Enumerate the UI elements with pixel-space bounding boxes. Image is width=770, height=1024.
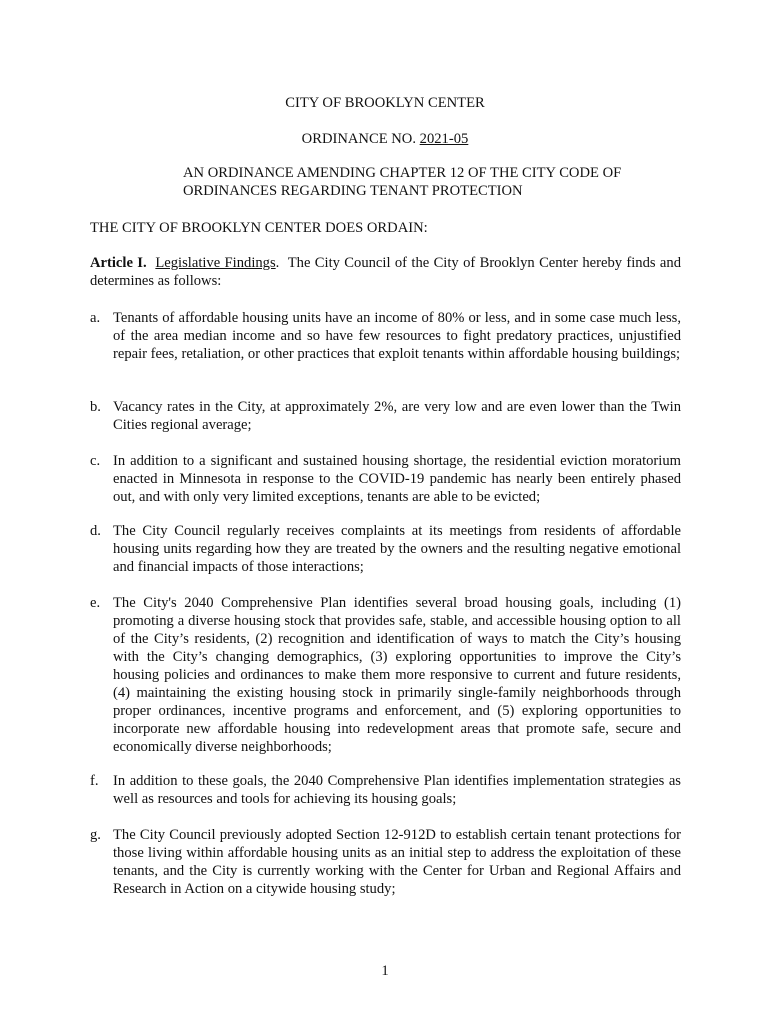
article-paragraph: Article I. Legislative Findings. The City Council of the City of Brooklyn Center hereby finds and determines as follows: <box>90 255 682 289</box>
article-label: Article I <box>90 255 143 271</box>
finding-text: The City Council previously adopted Section 12-912D to establish certain tenant protections for those living within affordable housing units as an initial step to address the exploitation of these tenants, and the City is currently working with the Center for Urban and Regional Affairs and Research in Action on a citywide housing study; <box>113 827 681 897</box>
city-heading: CITY OF BROOKLYN CENTER <box>285 95 485 111</box>
page-number: 1 <box>381 963 389 979</box>
finding-text: The City's 2040 Comprehensive Plan identifies several broad housing goals, including (1) promoting a diverse housing stock that provides safe, stable, and accessible housing option to all of the City’s residents, (2) recognition and identification of ways to match the City’s housing with the City’s changing demographics, (3) exploring opportunities to improve the City’s housing policies and ordinances to make them more responsive to current and future residents, (4) maintaining the existing housing stock in primarily single-family neighborhoods through proper ordinances, incentive programs and enforcement, and (5) exploring opportunities to incorporate new affordable housing into redevelopment areas that promote safe, secure and economically diverse neighborhoods; <box>113 595 681 755</box>
finding-letter: e. <box>90 595 101 611</box>
ordinance-title-line-1: AN ORDINANCE AMENDING CHAPTER 12 OF THE CITY CODE OF <box>183 165 622 181</box>
finding-text: In addition to these goals, the 2040 Comprehensive Plan identifies implementation strategies as well as resources and tools for achieving its housing goals; <box>113 773 681 807</box>
ordinance-title-line-2: ORDINANCES REGARDING TENANT PROTECTION <box>183 183 523 199</box>
finding-item <box>90 594 681 756</box>
finding-text: The City Council regularly receives complaints at its meetings from residents of affordable housing units regarding how they are treated by the owners and the resulting negative emotional and financial impacts of those interactions; <box>113 523 681 575</box>
finding-letter: a. <box>90 310 101 326</box>
finding-item <box>90 398 681 434</box>
ordinance-title <box>183 164 663 200</box>
finding-item <box>90 309 681 363</box>
article-heading: Legislative Findings <box>155 255 276 271</box>
finding-letter: b. <box>90 399 101 415</box>
ordinance-label: ORDINANCE NO. <box>301 131 416 147</box>
finding-text: Tenants of affordable housing units have an income of 80% or less, and in some case much less, of the area median income and so have few resources to fight predatory practices, unjustified repair fees, retaliation, or other practices that exploit tenants within affordable housing buildings; <box>113 310 681 362</box>
ordinance-number: 2021-05 <box>419 131 469 147</box>
article-text: The City Council of the City of Brooklyn Center hereby finds and determines as follows: <box>90 255 682 289</box>
finding-text: Vacancy rates in the City, at approximately 2%, are very low and are even lower than the Twin Cities regional average; <box>113 399 681 433</box>
finding-text: In addition to a significant and sustained housing shortage, the residential eviction moratorium enacted in Minnesota in response to the COVID-19 pandemic has nearly been entirely phased out, and with only very limited exceptions, tenants are able to be evicted; <box>113 453 681 505</box>
finding-letter: f. <box>90 773 99 789</box>
finding-letter: d. <box>90 523 101 539</box>
finding-item <box>90 772 681 808</box>
ordinance-number-line <box>0 130 770 148</box>
finding-item <box>90 826 681 898</box>
ordain-statement: THE CITY OF BROOKLYN CENTER DOES ORDAIN: <box>90 220 428 236</box>
finding-letter: c. <box>90 453 101 469</box>
finding-item <box>90 522 681 576</box>
finding-letter: g. <box>90 827 101 843</box>
finding-item <box>90 452 681 506</box>
